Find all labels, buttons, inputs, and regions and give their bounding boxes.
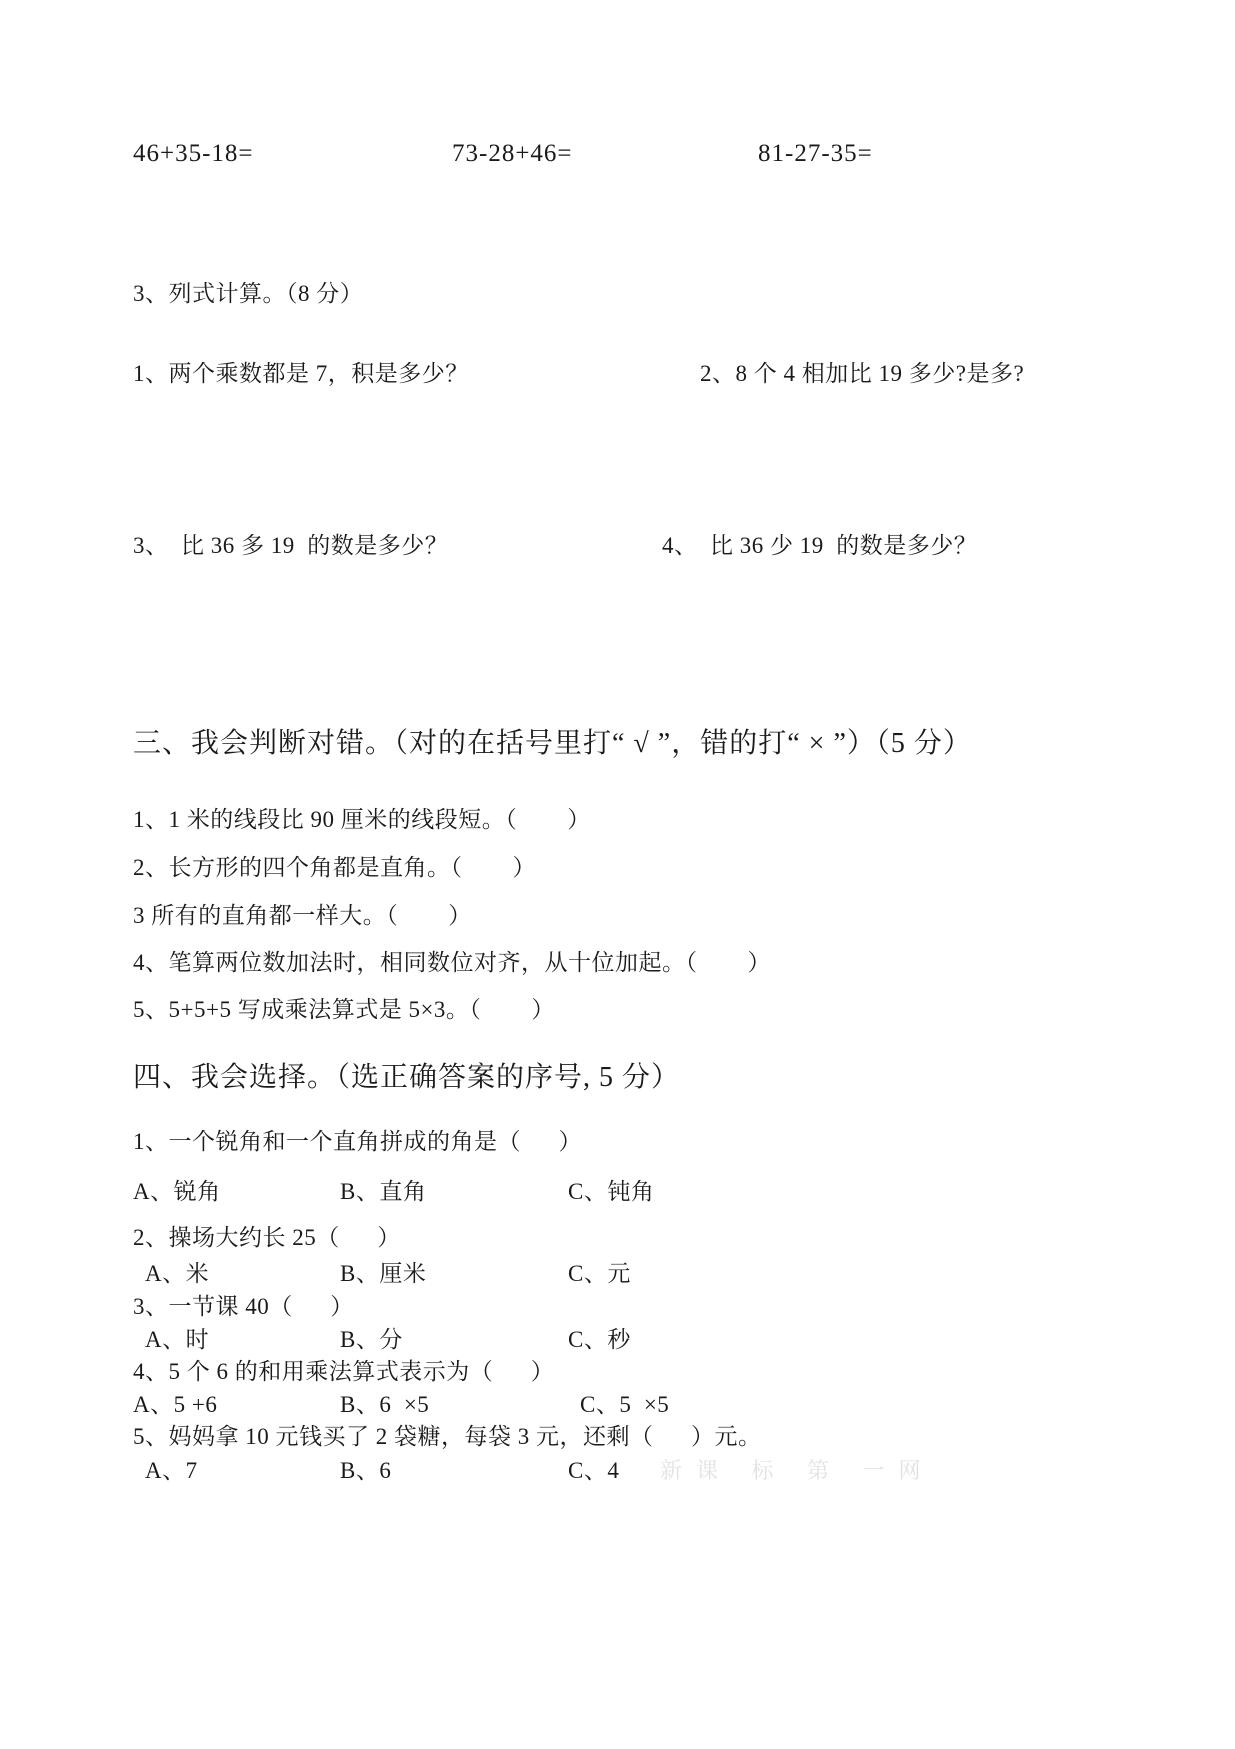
word-problem-4: 4、 比 36 少 19 的数是多少？	[662, 533, 978, 558]
choice-q1-option-b: B、直角	[340, 1179, 427, 1204]
calc-expression-2: 73-28+46=	[452, 140, 573, 167]
choice-q4-stem: 4、5 个 6 的和用乘法算式表示为（ ）	[133, 1359, 555, 1384]
word-problem-1: 1、两个乘数都是 7，积是多少？	[133, 361, 469, 386]
choice-q2-option-b: B、厘米	[340, 1261, 427, 1286]
calc-expression-3: 81-27-35=	[758, 140, 873, 167]
judge-item-4: 4、笔算两位数加法时，相同数位对齐，从十位加起。（ ）	[133, 950, 771, 975]
calc-section-title: 3、列式计算。（8 分）	[133, 281, 364, 306]
judge-item-2: 2、长方形的四个角都是直角。（ ）	[133, 855, 536, 880]
judge-item-1: 1、1 米的线段比 90 厘米的线段短。（ ）	[133, 807, 591, 832]
choice-q5-option-b: B、6	[340, 1458, 392, 1483]
choice-q1-option-c: C、钝角	[568, 1179, 655, 1204]
site-watermark: 新课 标 第 一网	[660, 1458, 935, 1483]
choice-q4-option-c: C、5 ×5	[580, 1392, 670, 1417]
choice-q3-option-c: C、秒	[568, 1327, 631, 1352]
choice-q3-option-a: A、时	[145, 1327, 210, 1352]
choice-q1-stem: 1、一个锐角和一个直角拼成的角是（ ）	[133, 1129, 582, 1154]
choice-q5-option-c: C、4	[568, 1458, 620, 1483]
choice-q1-option-a: A、锐角	[133, 1179, 221, 1204]
choice-q2-stem: 2、操场大约长 25（ ）	[133, 1225, 401, 1250]
judge-section-title: 三、我会判断对错。（对的在括号里打“ √ ”，错的打“ × ”）（5 分）	[133, 728, 972, 759]
word-problem-3: 3、 比 36 多 19 的数是多少？	[133, 533, 449, 558]
calc-expression-1: 46+35-18=	[133, 140, 254, 167]
judge-item-3: 3 所有的直角都一样大。（ ）	[133, 903, 472, 928]
choice-q2-option-c: C、元	[568, 1261, 631, 1286]
choice-q3-stem: 3、一节课 40（ ）	[133, 1294, 354, 1319]
judge-item-5: 5、5+5+5 写成乘法算式是 5×3。（ ）	[133, 997, 555, 1022]
choice-q5-option-a: A、7	[145, 1458, 198, 1483]
choice-section-title: 四、我会选择。（选正确答案的序号, 5 分）	[133, 1062, 681, 1093]
choice-q3-option-b: B、分	[340, 1327, 403, 1352]
choice-q5-stem: 5、妈妈拿 10 元钱买了 2 袋糖，每袋 3 元，还剩（ ）元。	[133, 1424, 762, 1449]
choice-q4-option-b: B、6 ×5	[340, 1392, 430, 1417]
word-problem-2: 2、8 个 4 相加比 19 多少?是多?	[700, 361, 1025, 386]
choice-q2-option-a: A、米	[145, 1261, 210, 1286]
choice-q4-option-a: A、5 +6	[133, 1392, 218, 1417]
